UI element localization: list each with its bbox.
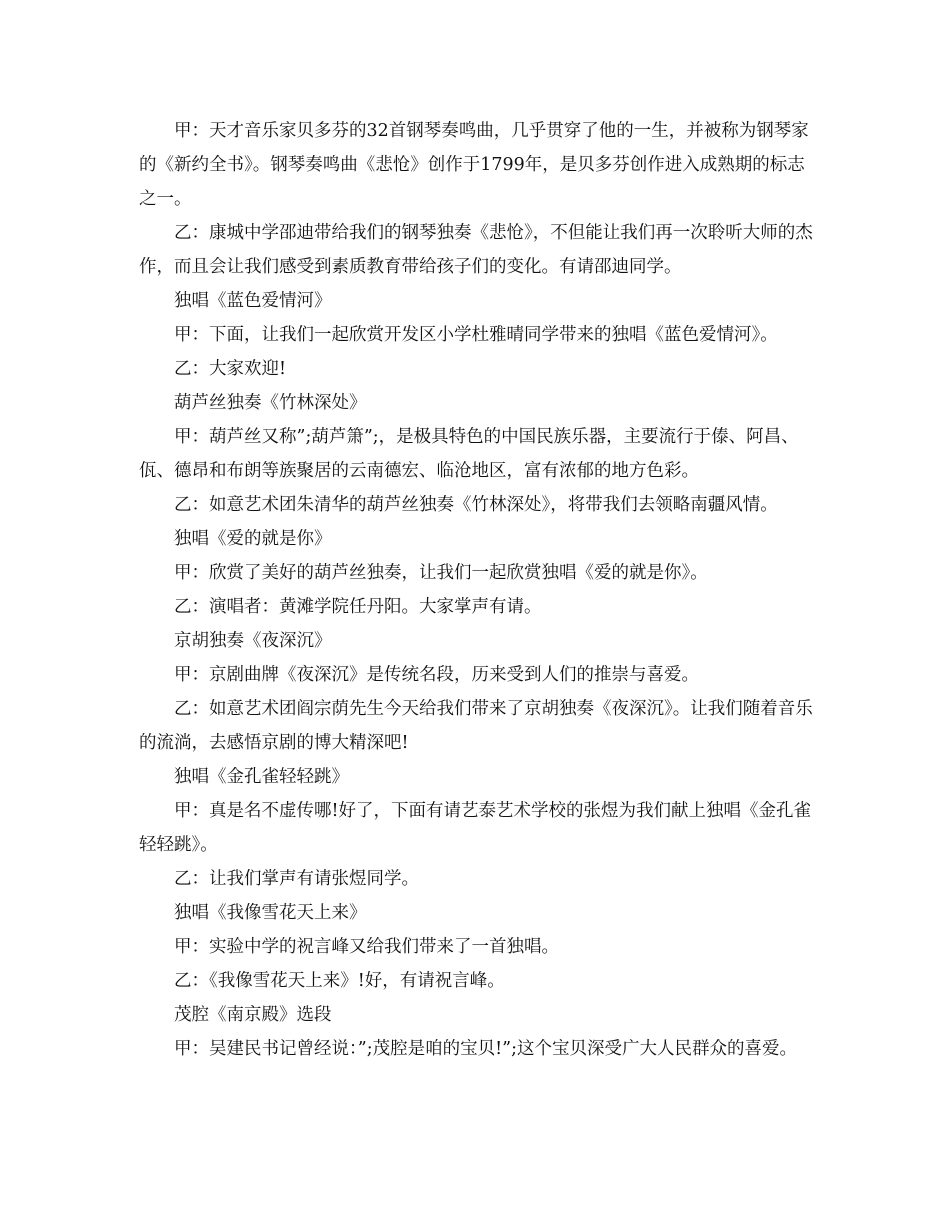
paragraph-deep-night-intro: 甲：京剧曲牌《夜深沉》是传统名段，历来受到人们的推崇与喜爱。 [174,665,699,685]
paragraph-du-yaqing: 甲：下面，让我们一起欣赏开发区小学杜雅晴同学带来的独唱《蓝色爱情河》。 [174,325,778,345]
section-heading-blue-love-river: 独唱《蓝色爱情河》 [174,291,332,311]
paragraph-zhang-yu-intro: 甲：真是名不虚传哪!好了，下面有请艺泰艺术学校的张煜为我们献上独唱《金孔雀轻轻跳》。 [139,801,812,855]
paragraph-love-is-you-intro: 甲：欣赏了美好的葫芦丝独奏，让我们一起欣赏独唱《爱的就是你》。 [174,563,708,583]
paragraph-zhu-yanfeng-intro: 甲：实验中学的祝言峰又给我们带来了一首独唱。 [174,937,559,957]
paragraph-beethoven-intro: 甲：天才音乐家贝多芬的32首钢琴奏鸣曲，几乎贯穿了他的一生，并被称为钢琴家的《新约全书》。钢琴奏鸣曲《悲怆》创作于1799年，是贝多芬创作进入成熟期的标志之一。 [139,121,809,209]
paragraph-maoqiang-intro: 甲：吴建民书记曾经说：”;茂腔是咱的宝贝!”;这个宝贝深受广大人民群众的喜爱。 [174,1039,797,1059]
section-heading-golden-peacock: 独唱《金孔雀轻轻跳》 [174,767,349,787]
paragraph-zhang-yu-applause: 乙：让我们掌声有请张煜同学。 [174,869,419,889]
paragraph-zhu-yanfeng-invite: 乙：《我像雪花天上来》!好，有请祝言峰。 [174,971,505,991]
section-heading-bamboo-forest: 葫芦丝独奏《竹林深处》 [174,393,367,413]
section-heading-deep-night: 京胡独奏《夜深沉》 [174,631,332,651]
document-body [139,114,819,1066]
paragraph-shao-di: 乙：康城中学邵迪带给我们的钢琴独奏《悲怆》，不但能让我们再一次聆听大师的杰作，而且会让我们感受到素质教育带给孩子们的变化。有请邵迪同学。 [139,223,813,277]
paragraph-zhu-qinghua: 乙：如意艺术团朱清华的葫芦丝独奏《竹林深处》，将带我们去领略南疆风情。 [174,495,778,515]
paragraph-yan-zongyin: 乙：如意艺术团阎宗荫先生今天给我们带来了京胡独奏《夜深沉》。让我们随着音乐的流淌，去感悟京剧的博大精深吧! [139,699,813,753]
section-heading-snowflake: 独唱《我像雪花天上来》 [174,903,367,923]
section-heading-nanjing-hall: 茂腔《南京殿》选段 [174,1005,332,1025]
paragraph-hulusi-intro: 甲：葫芦丝又称”;葫芦箫”;，是极具特色的中国民族乐器，主要流行于傣、阿昌、佤、德昂和布朗等族聚居的云南德宏、临沧地区，富有浓郁的地方色彩。 [139,427,799,481]
paragraph-welcome: 乙：大家欢迎! [174,359,287,379]
paragraph-ren-danyang: 乙：演唱者：黄滩学院任丹阳。大家掌声有请。 [174,597,542,617]
section-heading-love-is-you: 独唱《爱的就是你》 [174,529,332,549]
